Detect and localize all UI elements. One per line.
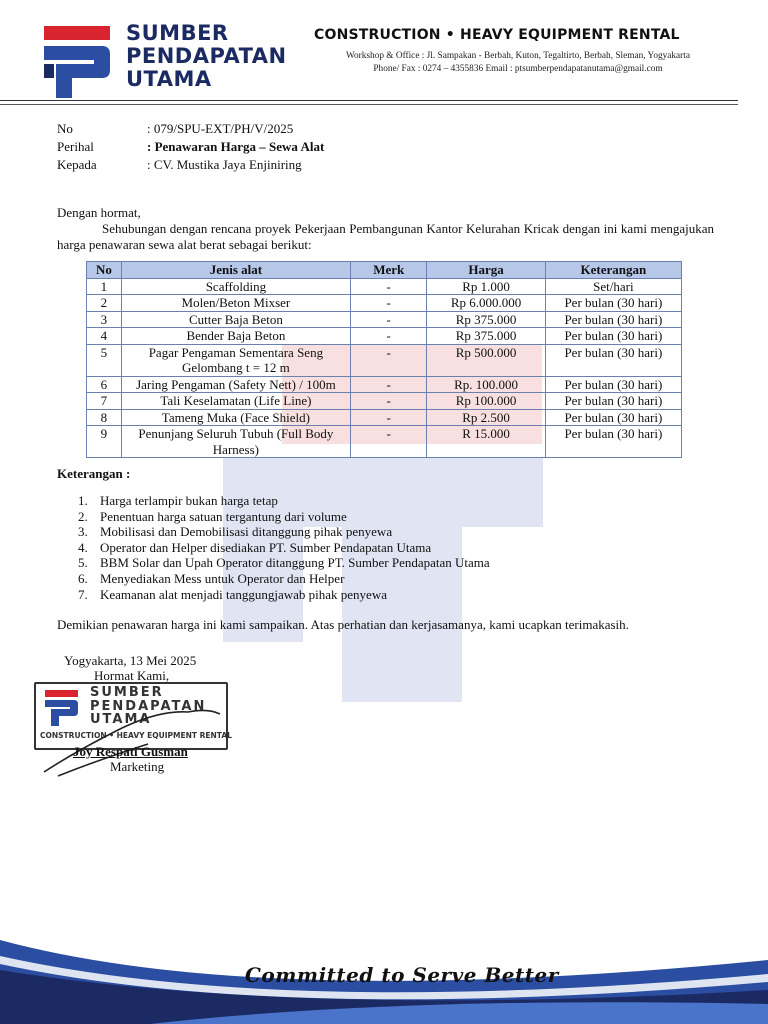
cell-jenis: Penunjang Seluruh Tubuh (Full Body Harness) [121,426,350,458]
cell-jenis: Bender Baja Beton [121,328,350,345]
cell-no: 8 [87,409,122,426]
cell-keterangan: Per bulan (30 hari) [545,426,681,458]
signature-place-date: Yogyakarta, 13 Mei 2025 [64,653,197,668]
cell-no: 5 [87,344,122,376]
note-item: 5. BBM Solar dan Upah Operator ditanggung PT. Sumber Pendapatan Utama [78,555,490,571]
address-line: Workshop & Office : Jl. Sampakan - Berbah, Kuton, Tegaltirto, Berbah, Sleman, Yogyakarta [346,51,690,61]
table-row [87,295,682,312]
cell-merk: - [350,311,427,328]
cell-harga: Rp 500.000 [427,344,545,376]
cell-no: 7 [87,393,122,410]
cell-keterangan: Per bulan (30 hari) [545,344,681,376]
table-row [87,376,682,393]
company-tagline: CONSTRUCTION • HEAVY EQUIPMENT RENTAL [314,27,680,43]
table-row [87,278,682,295]
signatory-name: Joy Respati Gusman [73,744,188,759]
footer-wave-icon [0,900,768,1024]
company-address [316,50,720,76]
cell-no: 2 [87,295,122,312]
cell-jenis: Jaring Pengaman (Safety Nett) / 100m [121,376,350,393]
table-row [87,393,682,410]
stamp-company-name: SUMBER PENDAPATAN UTAMA [90,685,207,727]
cell-merk: - [350,409,427,426]
table-row [87,328,682,345]
cell-merk: - [350,344,427,376]
header-rule [0,100,738,101]
stamp-tagline: CONSTRUCTION • HEAVY EQUIPMENT RENTAL [40,731,232,740]
cell-no: 4 [87,328,122,345]
cell-keterangan: Set/hari [545,278,681,295]
greeting: Dengan hormat, [57,205,141,220]
cell-jenis: Molen/Beton Mixser [121,295,350,312]
cell-merk: - [350,278,427,295]
table-row [87,426,682,458]
cell-merk: - [350,376,427,393]
cell-harga: Rp 375.000 [427,328,545,345]
cell-harga: Rp. 100.000 [427,376,545,393]
header-merk: Merk [350,262,427,279]
signatory-role: Marketing [110,759,165,774]
cell-keterangan: Per bulan (30 hari) [545,393,681,410]
footer-motto: Committed to Serve Better [245,963,559,987]
cell-harga: Rp 1.000 [427,278,545,295]
note-item: 1. Harga terlampir bukan harga tetap [78,493,278,508]
header-harga: Harga [427,262,545,279]
meta-perihal: Perihal : Penawaran Harga – Sewa Alat [57,139,325,154]
price-table [86,261,682,458]
table-row [87,344,682,376]
cell-merk: - [350,426,427,458]
notes-list [78,493,490,602]
cell-no: 9 [87,426,122,458]
cell-merk: - [350,393,427,410]
table-row [87,409,682,426]
notes-title: Keterangan : [57,466,131,481]
note-item: 4. Operator dan Helper disediakan PT. Sumber Pendapatan Utama [78,539,432,555]
contact-line: Phone/ Fax : 0274 – 4355836 Email : ptsumberpendapatanutama@gmail.com [373,64,663,74]
cell-jenis: Tameng Muka (Face Shield) [121,409,350,426]
cell-jenis: Cutter Baja Beton [121,311,350,328]
cell-jenis: Scaffolding [121,278,350,295]
header-keterangan: Keterangan [545,262,681,279]
cell-harga: Rp 100.000 [427,393,545,410]
cell-keterangan: Per bulan (30 hari) [545,295,681,312]
cell-jenis: Tali Keselamatan (Life Line) [121,393,350,410]
intro-paragraph: Sehubungan dengan rencana proyek Pekerjaan Pembangunan Kantor Kelurahan Kricak dengan ini kami mengajukan harga penawaran sewa alat berat sebagai berikut: [57,221,714,252]
note-item: 7. Keamanan alat menjadi tanggungjawab pihak penyewa [78,586,387,602]
cell-no: 1 [87,278,122,295]
signature-regards: Hormat Kami, [94,668,170,683]
cell-no: 6 [87,376,122,393]
header-rule-thin [0,104,738,105]
cell-keterangan: Per bulan (30 hari) [545,328,681,345]
cell-merk: - [350,328,427,345]
cell-keterangan: Per bulan (30 hari) [545,409,681,426]
company-logo-icon [42,24,114,100]
cell-harga: Rp 6.000.000 [427,295,545,312]
cell-keterangan: Per bulan (30 hari) [545,311,681,328]
table-row [87,311,682,328]
cell-no: 3 [87,311,122,328]
header-jenis: Jenis alat [121,262,350,279]
cell-harga: R 15.000 [427,426,545,458]
note-item: 3. Mobilisasi dan Demobilisasi ditanggung pihak penyewa [78,524,393,540]
note-item: 2. Penentuan harga satuan tergantung dari volume [78,508,347,524]
cell-jenis: Pagar Pengaman Sementara Seng Gelombang t = 12 m [121,344,350,376]
cell-merk: - [350,295,427,312]
meta-no: No : 079/SPU-EXT/PH/V/2025 [57,121,294,136]
cell-harga: Rp 2.500 [427,409,545,426]
cell-keterangan: Per bulan (30 hari) [545,376,681,393]
closing-paragraph: Demikian penawaran harga ini kami sampaikan. Atas perhatian dan kerjasamanya, kami ucapkan terimakasih. [57,617,629,632]
note-item: 6. Menyediakan Mess untuk Operator dan Helper [78,570,345,586]
cell-harga: Rp 375.000 [427,311,545,328]
meta-kepada: Kepada : CV. Mustika Jaya Enjiniring [57,157,302,172]
header-no: No [87,262,122,279]
company-name: SUMBER PENDAPATAN UTAMA [126,21,287,91]
table-header-row [87,262,682,279]
